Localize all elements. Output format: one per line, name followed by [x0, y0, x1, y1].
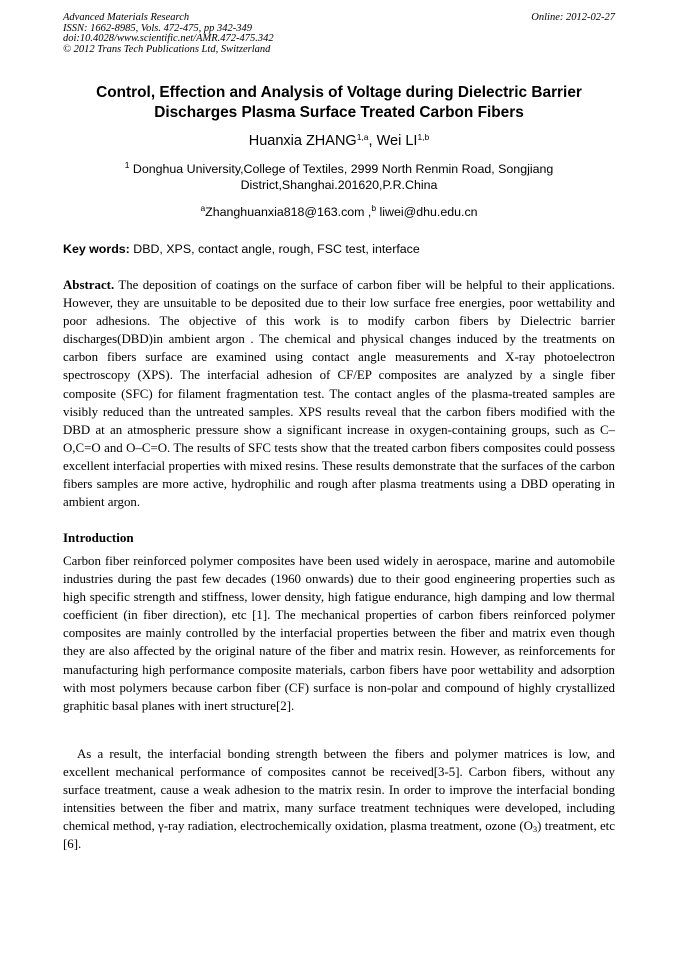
keywords-label: Key words:: [63, 242, 130, 256]
journal-name: Advanced Materials Research: [63, 12, 190, 23]
journal-header: [63, 13, 615, 55]
introduction-heading: Introduction: [63, 530, 134, 545]
keywords: [63, 241, 615, 257]
email-a[interactable]: Zhanghuanxia818@163.com: [205, 205, 365, 219]
author-1-affiliation-mark: 1,a: [356, 132, 369, 142]
abstract: [63, 276, 615, 511]
author-2-affiliation-mark: 1,b: [417, 132, 430, 142]
author-separator: ,: [368, 133, 377, 149]
online-date: Online: 2012-02-27: [531, 12, 615, 23]
affiliation-line-1: Donghua University,College of Textiles, 2999 North Renmin Road, Songjiang: [129, 162, 554, 176]
email-b-mark: b: [371, 203, 377, 213]
copyright: © 2012 Trans Tech Publications Ltd, Switzerland: [63, 43, 271, 55]
author-2-name: Wei LI: [376, 133, 418, 149]
ozone-subscript: 3: [532, 824, 538, 835]
paragraph-2-text: As a result, the interfacial bonding strength between the fibers and polymer matrices is low, and excellent mechanical performance of composites cannot be received[3-5]. Carbon fibers, without any surface treatment, cause a weak adhesion to the matrix resin. In order to improve the interfacial bonding intensities between the fiber and matrix, many surface treatment techniques were developed, including chemical method, γ-ray radiation, electrochemically oxidation, plasma treatment, ozone (O: [63, 747, 615, 834]
author-emails: [63, 204, 615, 220]
paper-title: [63, 83, 615, 123]
title-line-2: Discharges Plasma Surface Treated Carbon Fibers: [154, 104, 524, 121]
introduction-paragraph-2: [63, 745, 615, 854]
email-b[interactable]: liwei@dhu.edu.cn: [376, 205, 478, 219]
paragraph-2-tail: ) treatment, etc [6].: [63, 819, 615, 852]
email-a-mark: a: [200, 203, 206, 213]
abstract-label: Abstract.: [63, 278, 115, 292]
affiliation-mark: 1: [124, 160, 130, 170]
abstract-text: The deposition of coatings on the surface of carbon fiber will be helpful to their applications. However, they are unsuitable to be deposited due to their low surface free energies, poor wettability and poor adhesions. The objective of this work is to modify carbon fibers by Dielectric barrier discharges(DBD)in ambient argon . The chemical and physical changes induced by the treatments on carbon fibers surface are examined using contact angle measurements and X-ray photoelectron spectroscopy (XPS). The interfacial adhesion of CF/EP composites are analyzed by a single fiber composite (SFC) for filament fragmentation test. The contact angles of the plasma-treated samples are visibly reduced than the untreated samples. XPS results reveal that the carbon fibers modified with the DBD at an atmospheric pressure show a significant increase in oxygen-containing groups, such as C–O,C=O and O–C=O. The results of SFC tests show that the treated carbon fibers composites could possess excellent interfacial properties with mixed resins. These results demonstrate that the surfaces of the carbon fibers samples are more active, hydrophilic and rough after plasma treatments using a DBD operating in ambient argon.: [63, 278, 615, 510]
doi: doi:10.4028/www.scientific.net/AMR.472-475.342: [63, 33, 274, 45]
issn: ISSN: 1662-8985, Vols. 472-475, pp 342-349: [63, 22, 252, 34]
email-separator: ,: [364, 205, 372, 219]
author-1-name: Huanxia ZHANG: [248, 133, 357, 149]
affiliation: [63, 161, 615, 193]
title-line-1: Control, Effection and Analysis of Voltage during Dielectric Barrier: [96, 84, 582, 101]
introduction-paragraph-1: Carbon fiber reinforced polymer composites have been used widely in aerospace, marine and automobile industries during the past few decades (1960 onwards) due to their good engineering properties such as high specific strength and stiffness, lower density, high fatigue endurance, high damping and low thermal coefficient (in fiber direction), etc [1]. The mechanical properties of carbon fibers reinforced polymer composites are mainly controlled by the interfacial properties between the fiber and matrix even though they are also affected by the original nature of the fiber and matrix resin. However, as reinforcements for manufacturing high performance composite materials, carbon fibers have poor wettability and adsorption with most polymers because carbon fiber (CF) surface is non-polar and compound of highly crystallized graphitic basal planes with inert structure[2].: [63, 554, 615, 713]
keywords-text: DBD, XPS, contact angle, rough, FSC test, interface: [129, 242, 420, 256]
affiliation-line-2: District,Shanghai.201620,P.R.China: [240, 178, 438, 192]
authors: [63, 132, 615, 150]
